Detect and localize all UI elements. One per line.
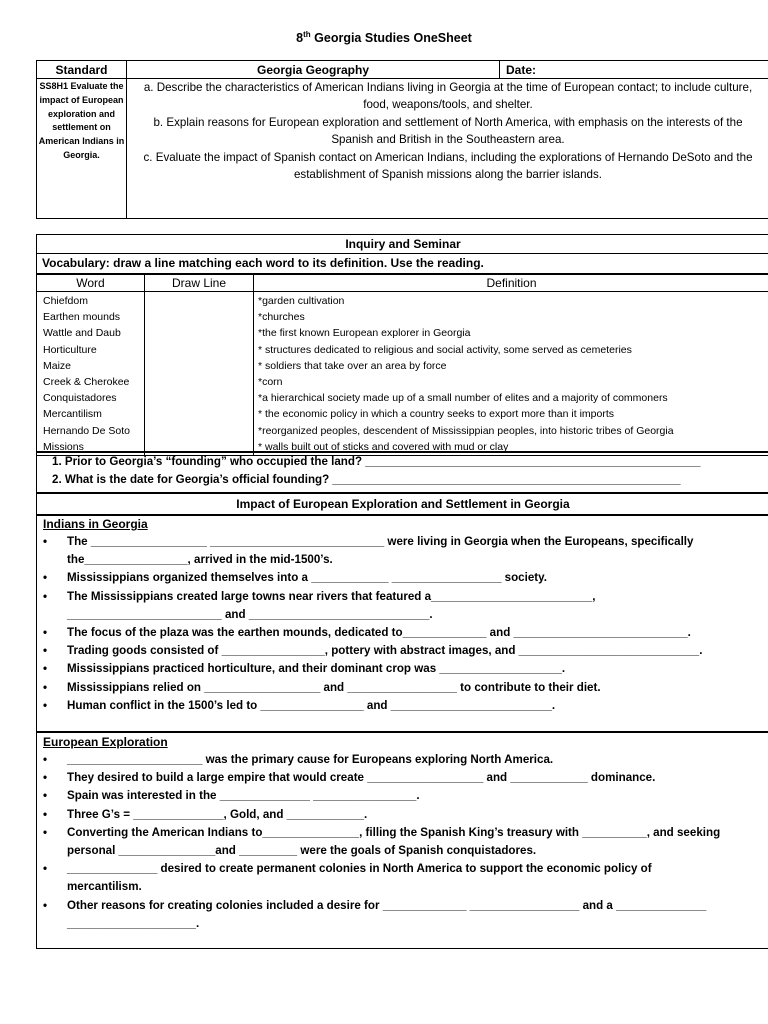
bullet-icon: •: [43, 698, 48, 712]
standard-b: b. Explain reasons for European exploration and settlement of North America, with emphasis on the interests of the Spanish and British in the Southeastern area.: [153, 115, 743, 147]
bullet-icon: •: [43, 589, 48, 603]
draw-line-header: Draw Line: [145, 275, 254, 292]
question-list: [52, 453, 762, 489]
list-item: the________________, arrived in the mid-1500’s.: [67, 553, 333, 567]
bullet-icon: •: [43, 571, 48, 585]
list-item: mercantilism.: [67, 880, 142, 894]
list-item: ________________________ and ____________________________.: [67, 607, 433, 621]
draw-line-area[interactable]: [145, 292, 254, 456]
vocab-word: Conquistadores: [43, 392, 117, 405]
list-item: • They desired to build a large empire that would create __________________ and ____________ dominance.: [37, 769, 767, 787]
vocab-definition: *a hierarchical society made up of a small number of elites and a majority of commoners: [258, 392, 668, 405]
inquiry-title: Inquiry and Seminar: [36, 235, 768, 254]
vocab-definition: *corn: [258, 376, 283, 389]
bullet-icon: •: [43, 771, 48, 785]
bullet-icon: •: [43, 535, 48, 548]
bullet-icon: •: [43, 680, 48, 694]
bullet-icon: •: [43, 789, 48, 803]
vocab-definition: *garden cultivation: [258, 295, 345, 307]
vocab-definition: * the economic policy in which a country seeks to export more than it imports: [258, 408, 614, 421]
vocab-instructions: Vocabulary: draw a line matching each word to its definition. Use the reading.: [36, 254, 768, 274]
title-ordinal: th: [303, 30, 311, 39]
vocab-word: Hernando De Soto: [43, 424, 130, 437]
indians-bullet-list: [37, 533, 767, 715]
definition-header: Definition: [254, 275, 768, 292]
bullet-icon: •: [43, 862, 48, 876]
divider: [36, 731, 768, 733]
standard-header: Standard: [37, 61, 127, 79]
vocab-word: Earthen mounds: [43, 311, 121, 324]
standard-description: [127, 79, 768, 219]
list-item: • The focus of the plaza was the earthen mounds, dedicated to_____________ and ___________________________.: [37, 624, 767, 642]
bullet-icon: •: [43, 753, 48, 766]
geography-header: Georgia Geography: [127, 61, 500, 79]
divider: [36, 492, 768, 494]
list-item: • Other reasons for creating colonies included a desire for _____________ _________________ and a ______________: [37, 897, 767, 915]
vocab-definition: * structures dedicated to religious and social activity, some served as cemeteries: [258, 343, 632, 356]
vocab-definition: *churches: [258, 311, 305, 324]
vocab-word: Missions: [43, 440, 84, 453]
list-item: • Converting the American Indians to_______________, filling the Spanish King’s treasury with __________, and seeking: [37, 824, 767, 842]
vocab-table: [36, 274, 768, 456]
question-2: 2. What is the date for Georgia’s official founding? ______________________________________________________: [52, 473, 681, 486]
indians-section-title: Indians in Georgia: [43, 517, 148, 531]
list-item: • Trading goods consisted of ________________, pottery with abstract images, and ____________________________.: [37, 642, 767, 660]
page-title: [0, 30, 768, 45]
list-item: • Three G’s = ______________, Gold, and ____________.: [37, 806, 767, 824]
word-header: Word: [37, 275, 145, 292]
word-column: [37, 292, 145, 456]
vocab-word: Maize: [43, 359, 72, 372]
bullet-icon: •: [43, 626, 48, 640]
european-bullet-list: [37, 751, 767, 933]
vocab-definition: *the first known European explorer in Georgia: [258, 327, 471, 340]
vocab-word: Horticulture: [43, 343, 97, 356]
list-item: • Human conflict in the 1500’s led to ________________ and _________________________.: [37, 697, 767, 715]
list-item: • Mississippians organized themselves into a ____________ _________________ society.: [37, 569, 767, 587]
vocab-definition: * soldiers that take over an area by force: [258, 359, 447, 372]
list-item: ____________________.: [67, 916, 200, 930]
vocab-word: Chiefdom: [43, 295, 88, 307]
list-item: personal _______________and _________ were the goals of Spanish conquistadores.: [67, 844, 537, 858]
standard-table: [36, 60, 768, 219]
bullet-icon: •: [43, 662, 48, 676]
standard-code: SS8H1 Evaluate the impact of European exploration and settlement on American Indians in Georgia.: [37, 79, 127, 219]
list-item: • _____________________ was the primary cause for Europeans exploring North America.: [37, 751, 767, 769]
bullet-icon: •: [43, 807, 48, 821]
list-item: • The Mississippians created large towns near rivers that featured a_________________________,: [37, 588, 767, 606]
list-item: • The __________________ ___________________________ were living in Georgia when the Europeans, specifically: [37, 533, 767, 551]
list-item: • Spain was interested in the ______________ ________________.: [37, 787, 767, 805]
bullet-icon: •: [43, 898, 48, 912]
question-1: 1. Prior to Georgia’s “founding” who occupied the land? ____________________________________________________: [52, 455, 701, 468]
vocab-definition: * walls built out of sticks and covered with mud or clay: [258, 440, 509, 453]
definition-column: [254, 292, 768, 456]
list-item: • ______________ desired to create permanent colonies in North America to support the economic policy of: [37, 860, 767, 878]
european-section-title: European Exploration: [43, 735, 168, 749]
standard-c: c. Evaluate the impact of Spanish contact on American Indians, including the explorations of Hernando DeSoto and the establishment of Spanish missions along the barrier islands.: [143, 150, 753, 182]
impact-title: Impact of European Exploration and Settlement in Georgia: [236, 497, 570, 511]
vocab-definition: *reorganized peoples, descendent of Mississippian peoples, into historic tribes of Georgia: [258, 424, 674, 437]
divider: [36, 514, 768, 516]
vocab-word: Mercantilism: [43, 408, 102, 421]
bullet-icon: •: [43, 644, 48, 658]
date-header: Date:: [500, 61, 768, 79]
list-item: • Mississippians practiced horticulture, and their dominant crop was ___________________.: [37, 660, 767, 678]
vocab-word: Creek & Cherokee: [43, 376, 130, 389]
bullet-icon: •: [43, 825, 48, 839]
vocab-word: Wattle and Daub: [43, 327, 121, 340]
standard-a: a. Describe the characteristics of American Indians living in Georgia at the time of European contact; to include culture, food, weapons/tools, and shelter.: [143, 81, 753, 112]
list-item: • Mississippians relied on __________________ and _________________ to contribute to their diet.: [37, 679, 767, 697]
title-number: 8: [296, 31, 304, 46]
title-text: Georgia Studies OneSheet: [310, 31, 472, 46]
